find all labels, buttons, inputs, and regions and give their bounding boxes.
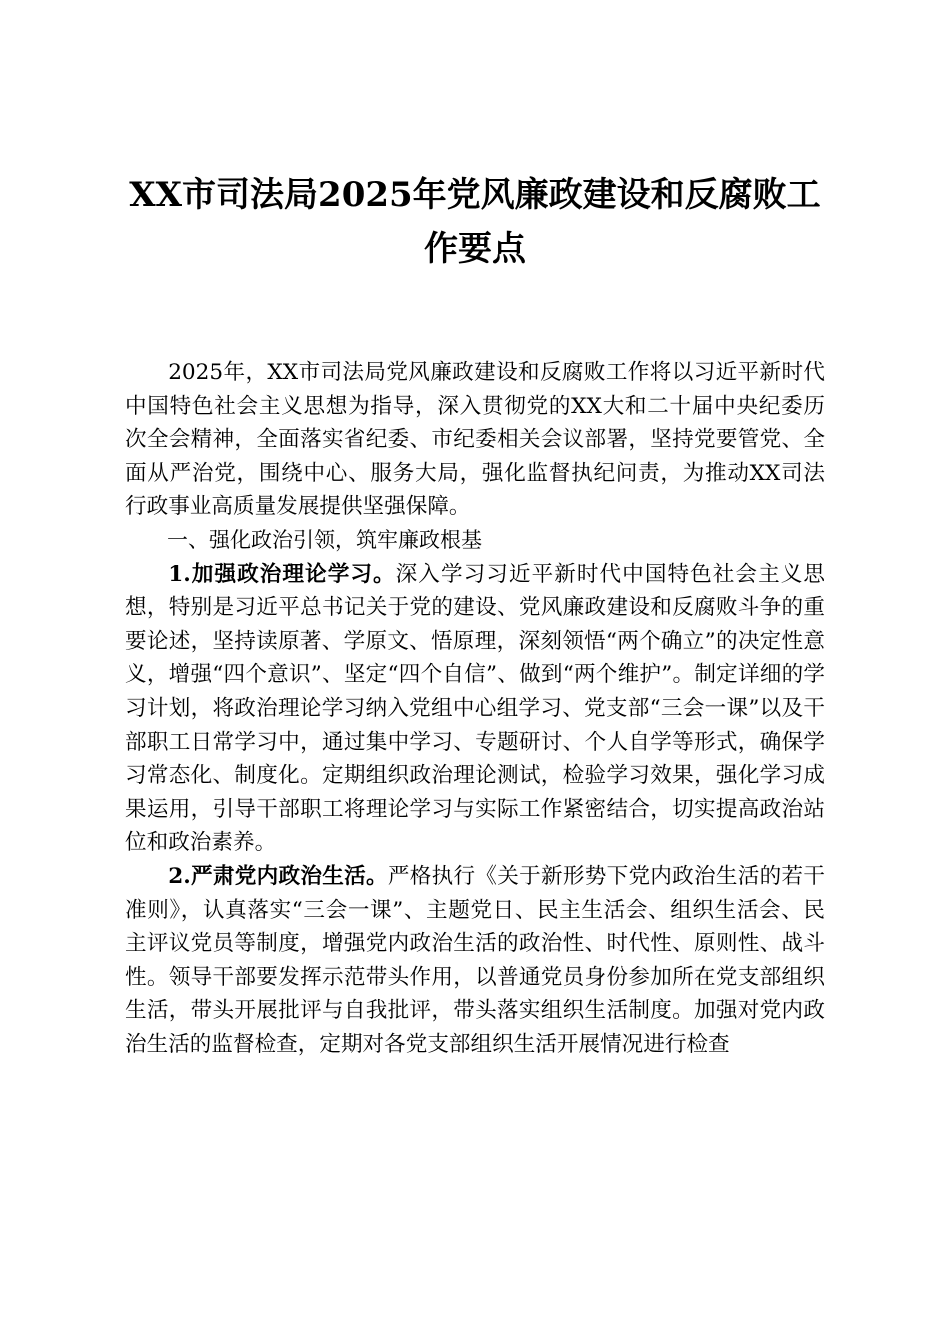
section-1-heading: 一、强化政治引领，筑牢廉政根基 [167, 527, 482, 552]
item-2-lead: 2.严肃党内政治生活。 [168, 863, 388, 889]
document-body [125, 356, 825, 1061]
intro-paragraph: 2025年，XX市司法局党风廉政建设和反腐败工作将以习近平新时代中国特色社会主义思想为指导，深入贯彻党的XX大和二十届中央纪委历次全会精神，全面落实省纪委、市纪委相关会议部署，坚持党要管党、全面从严治党，围绕中心、服务大局，强化监督执纪问责，为推动XX司法行政事业高质量发展提供坚强保障。 [125, 360, 825, 520]
title-line-2: 作要点 [424, 229, 526, 269]
item-1-lead: 1.加强政治理论学习。 [168, 561, 396, 587]
item-2-text: 严格执行《关于新形势下党内政治生活的若干准则》，认真落实“三会一课”、主题党日、民主生活会、组织生活会、民主评议党员等制度，增强党内政治生活的政治性、时代性、原则性、战斗性。领导干部要发挥示范带头作用，以普通党员身份参加所在党支部组织生活，带头开展批评与自我批评，带头落实组织生活制度。加强对党内政治生活的监督检查，定期对各党支部组织生活开展情况进行检查 [125, 863, 825, 1057]
item-1-paragraph [125, 558, 825, 860]
title-line-1: XX市司法局2025年党风廉政建设和反腐败工 [129, 175, 821, 215]
item-1-text: 深入学习习近平新时代中国特色社会主义思想，特别是习近平总书记关于党的建设、党风廉政建设和反腐败斗争的重要论述，坚持读原著、学原文、悟原理，深刻领悟“两个确立”的决定性意义，增强“四个意识”、坚定“四个自信”、做到“两个维护”。制定详细的学习计划，将政治理论学习纳入党组中心组学习、党支部“三会一课”以及干部职工日常学习中，通过集中学习、专题研讨、个人自学等形式，确保学习常态化、制度化。定期组织政治理论测试，检验学习效果，强化学习成果运用，引导干部职工将理论学习与实际工作紧密结合，切实提高政治站位和政治素养。 [125, 561, 825, 856]
item-2-paragraph [125, 860, 825, 1062]
document-title [110, 168, 840, 276]
